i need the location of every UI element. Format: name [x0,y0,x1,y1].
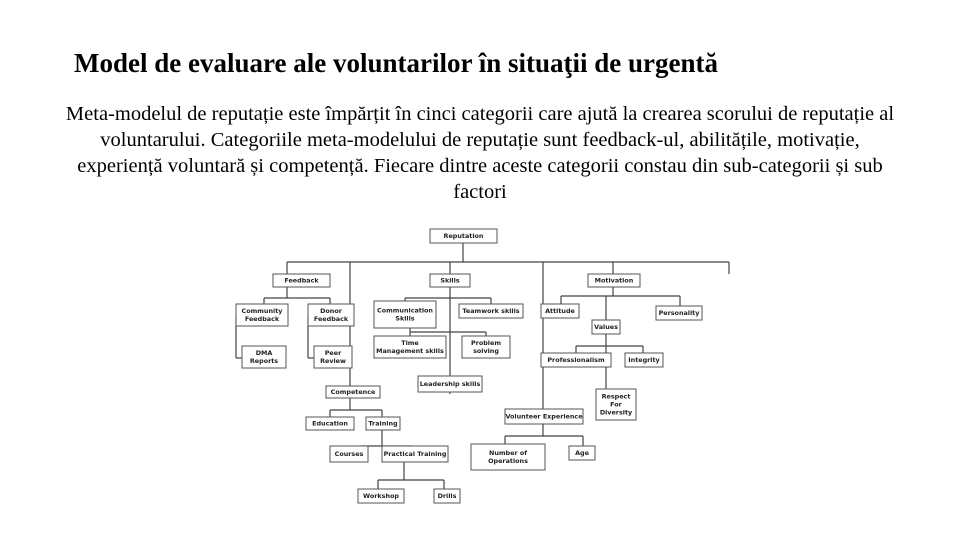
node-reputation [430,229,497,243]
node-label: Education [312,419,348,428]
diagram-nodes [236,229,702,503]
node-label: Respect [601,392,631,401]
node-teamwork-skills [459,304,523,318]
node-donor-feedback [308,304,354,326]
node-label: DMA [255,349,273,358]
node-label: Courses [334,450,364,459]
node-label: Competence [330,388,376,397]
node-motivation [588,274,640,287]
node-label: Review [320,357,346,366]
node-courses [330,446,368,462]
node-label: Personality [658,309,700,318]
slide-paragraph: Meta-modelul de reputație este împărțit în cinci categorii care ajută la crearea scorului de reputație al voluntarului. Categoriile meta-modelului de reputație sunt feedback-ul, abilitățile, motivație, experiență voluntară și competență. Fiecare dintre aceste categorii constau din sub-categorii și sub factori [65,103,895,203]
node-label: Professionalism [547,356,605,365]
node-number-of-operations [471,444,545,470]
node-label: Teamwork skills [462,307,520,316]
node-dma-reports [242,346,286,368]
node-label: Values [594,323,618,332]
node-problem-solving [462,336,510,358]
node-label: Skills [395,314,415,323]
node-label: Feedback [284,276,319,285]
node-education [306,417,354,430]
node-integrity [625,353,663,367]
node-label: Practical Training [383,450,447,459]
node-label: Number of [488,449,528,458]
node-label: Workshop [363,492,399,501]
node-label: Management skills [376,347,444,356]
node-label: Motivation [594,276,634,285]
node-practical-training [382,446,448,462]
node-label: Reputation [443,232,484,241]
node-label: Attitude [545,307,575,316]
node-age [569,446,595,460]
node-label: solving [473,347,499,356]
node-leadership-skills [418,376,482,392]
node-attitude [541,304,579,318]
node-label: Drills [437,492,457,501]
node-training [366,417,400,430]
node-volunteer-experience [505,409,583,424]
node-label: Operations [488,457,528,466]
node-label: Donor [320,307,342,316]
node-workshop [358,489,404,503]
node-personality [656,306,702,320]
node-time-management [374,336,446,358]
node-feedback [273,274,330,287]
node-label: Communication [377,306,433,315]
node-skills [430,274,470,287]
node-label: Feedback [313,315,349,324]
node-label: For [610,400,622,409]
node-label: Diversity [599,408,633,417]
node-label: Leadership skills [419,380,481,389]
node-label: Integrity [628,356,660,365]
node-label: Feedback [244,315,280,324]
node-label: Skills [440,276,460,285]
node-peer-review [314,346,352,368]
node-drills [434,489,460,503]
node-label: Peer [324,349,342,358]
node-label: Volunteer Experience [505,412,583,421]
node-competence [326,386,380,398]
node-label: Age [575,449,589,458]
node-label: Community [241,307,283,316]
node-community-feedback [236,304,288,326]
node-professionalism [541,353,611,367]
slide-title: Model de evaluare ale voluntarilor în situaţii de urgentă [74,48,718,78]
node-values [592,320,620,334]
node-label: Training [368,419,398,428]
node-label: Reports [249,357,279,366]
node-label: Problem [471,339,501,348]
node-respect-diversity [596,389,636,420]
node-label: Time [401,339,419,348]
node-communication-skills [374,301,436,328]
